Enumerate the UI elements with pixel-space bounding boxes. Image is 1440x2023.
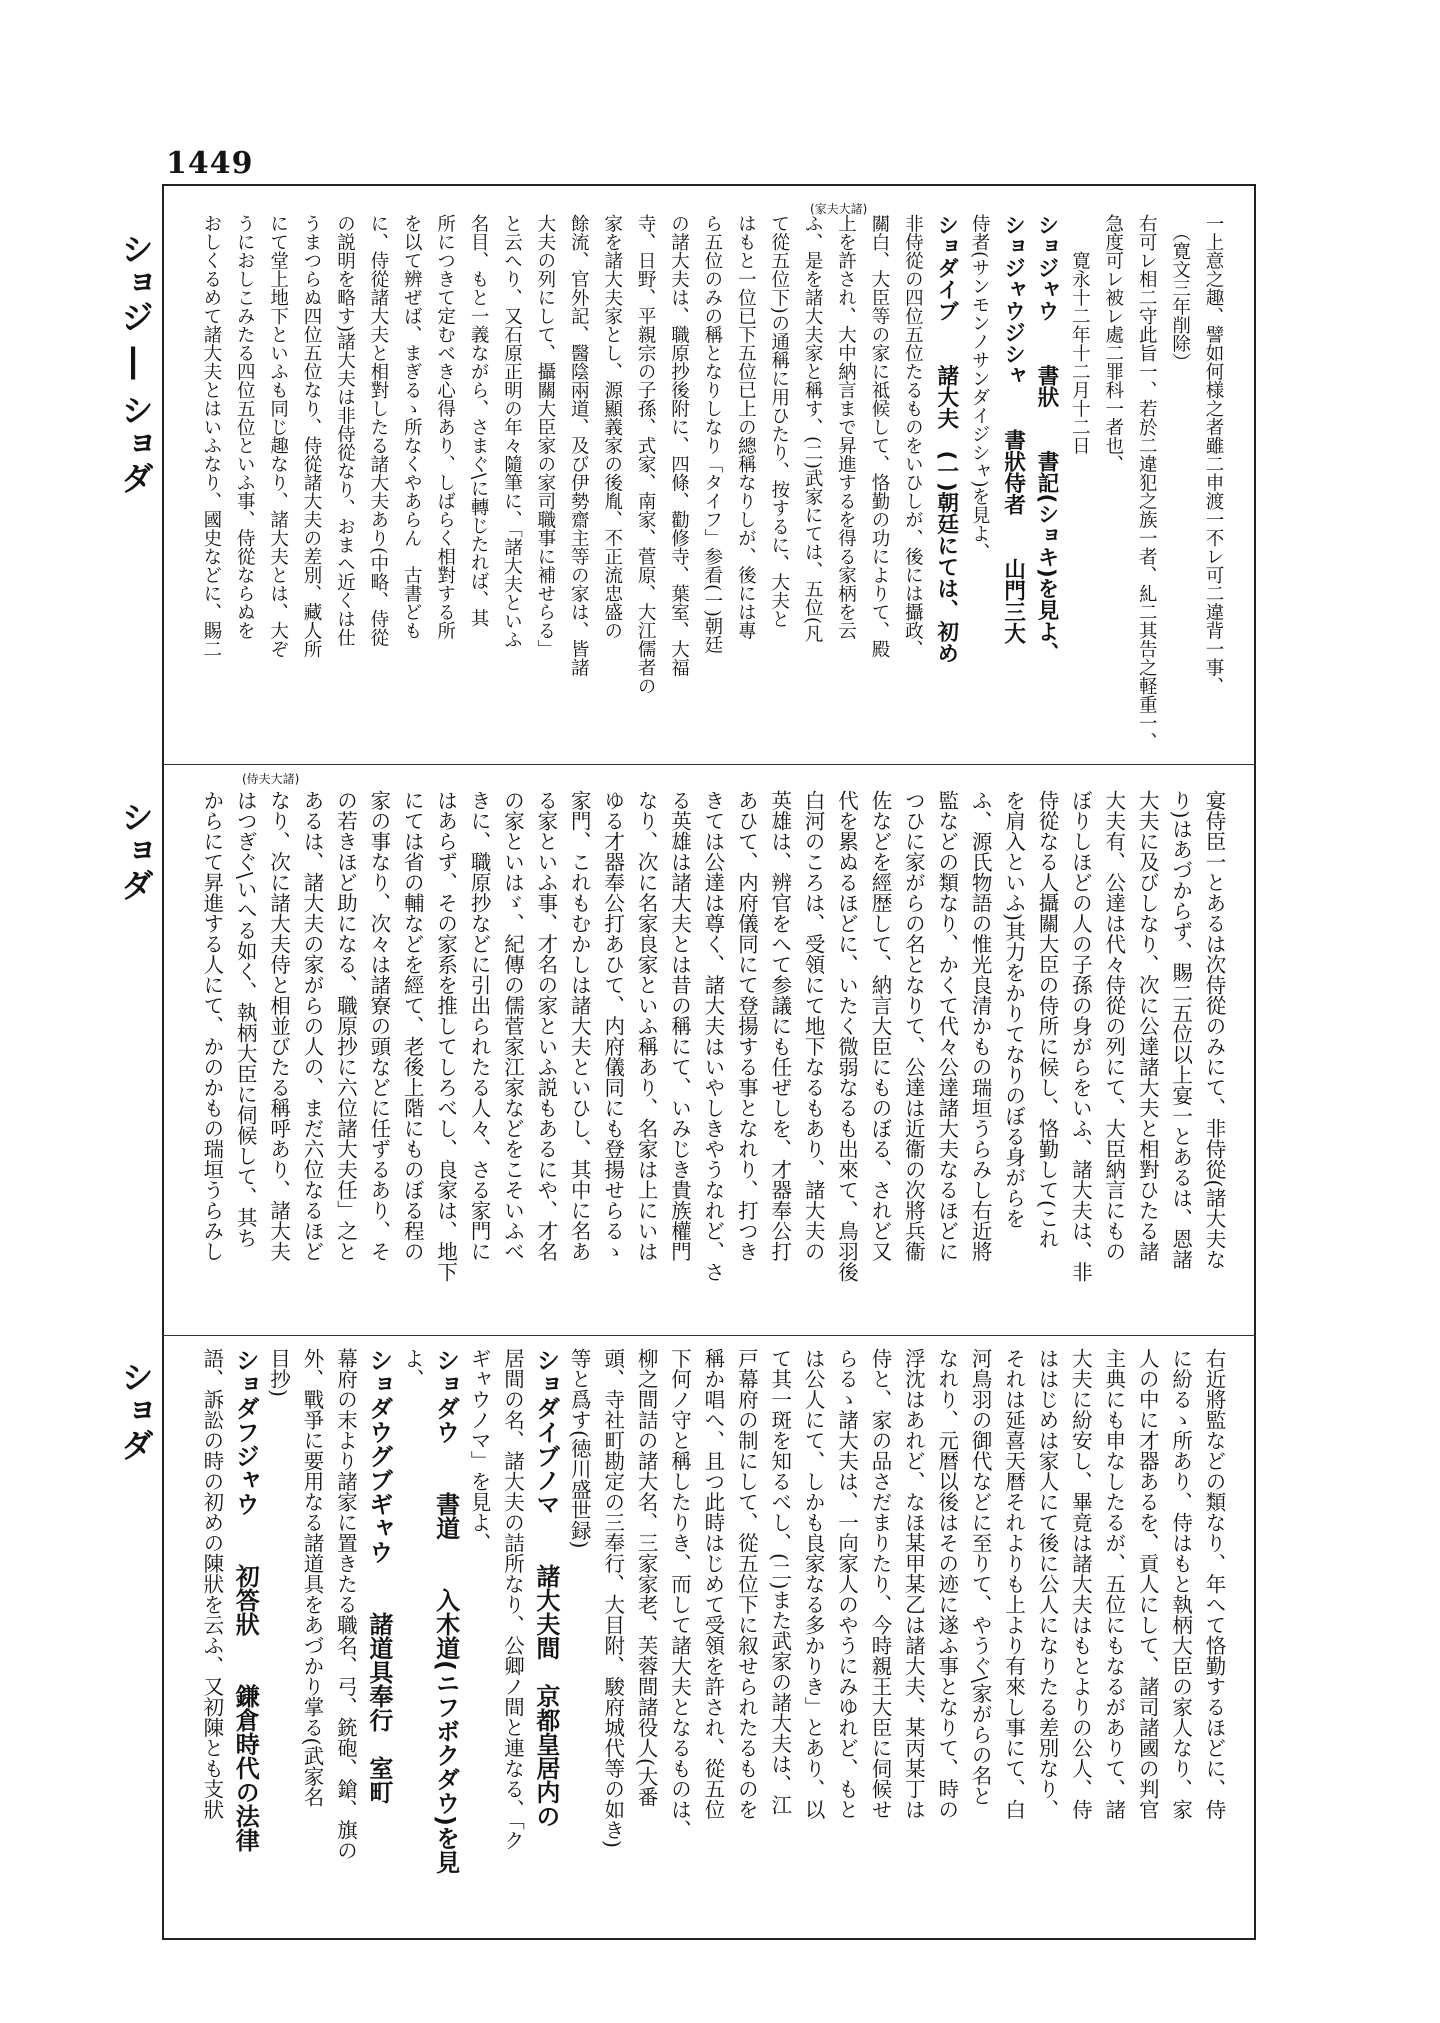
text-line: の家といはゞ、紀傳の儒菅家江家などをこそいふべ: [500, 790, 525, 1262]
text-line: よ、: [400, 1348, 425, 1389]
text-line: なり、次に諸大夫侍と相並びたる稱呼あり、諸大夫: [266, 790, 291, 1262]
text-line: らるゝ諸大夫は、一向家人のやうにみゆれど、もと: [834, 1348, 859, 1820]
section-tag: (侍夫大諸): [242, 772, 300, 786]
text-line: 頭、寺社町勘定の三奉行、大目附、駿府城代等の如き): [600, 1348, 625, 1848]
text-line: 餘流、官外記、醫陰兩道、及び伊勢齋主等の家は、皆諸: [568, 214, 590, 677]
text-line: を肩入といふ)其力をかりてなりのぼる身がらを: [1001, 790, 1026, 1229]
text-line: の若きほど助になる、職原抄に六位諸大夫任」之と: [333, 790, 358, 1262]
headword-line: ショダウ 書道 入木道(ニフボクダウ)を見: [431, 1348, 460, 1874]
headword-line: ショダウグブギャウ 諸道具奉行 室町: [364, 1348, 393, 1804]
headword-line: ショダイブ 諸大夫 (一)朝廷にては、初め: [933, 214, 959, 664]
text-line: 家の事なり、次々は諸寮の頭などに任ずるあり、そ: [366, 790, 391, 1262]
text-line: る家といふ事、才名の家といふ説もあるにや、才名: [533, 790, 558, 1262]
text-line: 一上意之趣、譬如何様之者雖二申渡一不レ可二違背一事、: [1203, 214, 1224, 695]
text-line: て其一斑を知るべし、(二)また武家の諸大夫は、江: [767, 1348, 792, 1815]
text-line: 幕府の末より諸家に置きたる職名、弓、銃砲、鎗、旗の: [333, 1348, 358, 1861]
text-line: はつぎぐ\いへる如く、執柄大臣に伺候して、其ち: [233, 790, 258, 1248]
text-line: ら五位のみの稱となりしなり「タイフ」参看(一)朝廷: [701, 214, 723, 654]
text-line: ふ、是を諸大夫家と稱す、(二)武家にては、五位(凡: [802, 214, 824, 643]
text-line: にては省の輔などを經て、老後上階にものぼる程の: [400, 790, 425, 1262]
text-line: の諸大夫は、職原抄後附に、四條、勸修寺、葉室、大福: [668, 214, 690, 677]
text-line: あるは、諸大夫の家がらの人の、まだ六位なるほど: [300, 790, 325, 1262]
text-line: うまつらぬ四位五位なり、侍從諸大夫の差別、藏人所: [301, 214, 323, 658]
text-line: （寛文三年削除）: [1169, 214, 1191, 372]
text-line: それは延喜天暦それよりも上より有來し事にて、白: [1001, 1348, 1026, 1820]
text-line: の説明を略す)諸大夫は非侍從なり、おまへ近くは仕: [334, 214, 356, 647]
guide-word-middle: ショダ: [116, 800, 155, 902]
text-line: 大夫有、公達は代々侍從の列にて、大臣納言にもの: [1101, 790, 1126, 1262]
text-line: 主典にも申なしたるが、五位にもなるがありて、諸: [1101, 1348, 1126, 1820]
text-line: 所につきて定むべき心得あり、しばらく相對する所: [434, 214, 456, 640]
text-line: 代を累ぬるほどに、いたく微弱なるも出來て、鳥羽後: [834, 790, 859, 1282]
text-line: にて堂上地下といふも同じ趣なり、諸大夫とは、大ぞ: [267, 214, 289, 658]
text-line: なれり、元暦以後はその迹に遂ふ事となりて、時の: [934, 1348, 959, 1820]
text-line: ははじめは家人にて後に公人になりたる差別なり、: [1034, 1348, 1059, 1820]
text-line: 家門、これもむかしは諸大夫といひし、其中に名あ: [567, 790, 592, 1262]
text-line: は公人にて、しかも良家なる多かりき」とあり、以: [801, 1348, 826, 1820]
section-divider: [162, 764, 1256, 765]
text-line: 侍從なる人攝關大臣の侍所に候し、恪勤して(これ: [1034, 790, 1059, 1249]
headword-line: ショダフジャウ 初答狀 鎌倉時代の法律: [231, 1348, 260, 1852]
text-line: 侍と、家の品さだまりたり、今時親王大臣に伺候せ: [867, 1348, 892, 1820]
text-line: 大夫に紛安し、畢竟は諸大夫はもとよりの公人、侍: [1068, 1348, 1093, 1820]
text-line: 外、戰爭に要用なる諸道具をあづかり掌る(武家名: [300, 1348, 325, 1807]
text-line: 右近將監などの類なり、年へて恪勤するほどに、侍: [1202, 1348, 1226, 1820]
text-line: 大夫の列にして、攝關大臣家の家司職事に補せらる」: [534, 214, 556, 658]
text-line: はあらず、その家系を推してしろべし、良家は、地下: [433, 790, 458, 1282]
text-line: る英雄は諸大夫とは昔の稱にて、いみじき貴族權門: [667, 790, 692, 1262]
text-line: 家を諸大夫家とし、源顯義家の後胤、不正流忠盛の: [601, 214, 623, 640]
text-block-middle: [180, 790, 1230, 1326]
text-line: 侍者(サンモンノサンダイジシャ)を見よ、: [969, 214, 991, 562]
text-line: おしくるめて諸大夫とはいふなり、國史などに、賜二: [200, 214, 222, 658]
text-line: なり、次に名家良家といふ稱あり、名家は上にいは: [634, 790, 659, 1262]
text-block-top: [180, 214, 1230, 754]
text-line: 白河のころは、受領にて地下なるもあり、諸大夫の: [801, 790, 826, 1262]
text-line: を以て辨ぜば、まぎるゝ所なくやあらん 古書ども: [401, 214, 423, 640]
headword-line: ショジャウジシャ 書狀侍者 山門三大: [1000, 214, 1026, 644]
section-tag: (家夫大諸): [810, 202, 868, 216]
text-line: つひに家がらの名となりて、公達は近衞の次將兵衞: [901, 790, 926, 1262]
page-number: 1449: [166, 146, 254, 181]
text-line: 居間の名、諸大夫の詰所なり、公卿ノ間と連なる、「ク: [500, 1348, 525, 1851]
text-line: はもと一位已下五位已上の總稱なりしが、後には專: [735, 214, 757, 640]
text-line: 下何ノ守と稱したりき、而して諸大夫となるものは、: [667, 1348, 692, 1840]
text-line: に、侍從諸大夫と相對したる諸大夫あり(中略、侍從: [367, 214, 389, 647]
text-line: ゆる才器奉公打あひて、内府儀同にも登揚せらるゝ: [600, 790, 625, 1262]
text-line: うにおしこみたる四位五位といふ事、侍從ならぬを: [234, 214, 256, 640]
text-line: からにて昇進する人にて、かのかもの瑞垣うらみし: [199, 790, 224, 1262]
text-line: 柳之間詰の諸大名、三家家老、芙蓉間諸役人(大番: [634, 1348, 659, 1807]
text-line: 名目、もと一義ながら、さまぐ\に轉じたれば、其: [468, 214, 490, 628]
text-line: ぼりしほどの人の子孫の身がらをいふ、諸大夫は、非: [1068, 790, 1093, 1282]
text-line: 上を許され、大中納言まで昇進するを得る家柄を云: [835, 214, 857, 640]
text-block-bottom: [180, 1348, 1230, 1928]
text-line: 戸幕府の制にして、從五位下に叙せられたるものを: [734, 1348, 759, 1820]
text-line: 語、訴訟の時の初めの陳狀を云ふ、又初陳とも支狀: [199, 1348, 224, 1820]
text-line: あひて、内府儀同にて登揚する事となれり、打つき: [734, 790, 759, 1262]
text-line: 寛永十二年十二月十二日: [1069, 214, 1091, 455]
text-line: 佐などを經歴して、納言大臣にものぼる、されど又: [867, 790, 892, 1262]
text-line: きに、職原抄などに引出られたる人々、さる家門に: [467, 790, 492, 1262]
text-line: 稱か唱へ、且つ此時はじめて受領を許され、從五位: [700, 1348, 725, 1820]
text-line: 監などの類なり、かくて代々公達諸大夫なるほどに: [934, 790, 959, 1262]
guide-word-top: ショジ ― ショダ: [116, 232, 155, 495]
text-line: 急度可レ被レ處二罪科一者也、: [1102, 214, 1124, 473]
text-line: 目抄): [266, 1348, 291, 1397]
text-line: 關白、大臣等の家に祗候して、恪勤の功によりて、殿: [868, 214, 890, 658]
text-line: 非侍從の四位五位たるものをいひしが、後には攝政、: [902, 214, 924, 658]
text-line: 寺、日野、平親宗の子孫、式家、南家、菅原、大江儒者の: [635, 214, 657, 695]
text-line: 右可レ相二守此旨一、若於二違犯之族一者、糺二其告之軽重一、: [1136, 214, 1158, 751]
text-line: 浮沈はあれど、なほ某甲某乙は諸大夫、某丙某丁は: [901, 1348, 926, 1820]
text-line: 大夫に及びしなり、次に公達諸大夫と相對ひたる諸: [1135, 790, 1160, 1262]
text-line: 河鳥羽の御代などに至りて、やうぐ\家がらの名と: [968, 1348, 993, 1806]
headword-line: ショジャウ 書狀 書記(ショキ)を見よ、: [1033, 214, 1059, 664]
guide-word-bottom: ショダ: [116, 1360, 155, 1462]
text-line: 英雄は、辨官をへて参議にも任ぜしを、才器奉公打: [767, 790, 792, 1262]
text-line: り)はあづからず、賜二五位以上宴一とあるは、恩諸: [1168, 790, 1193, 1270]
text-line: 宴侍臣一とあるは次侍從のみにて、非侍從(諸大夫な: [1202, 790, 1226, 1270]
section-divider: [162, 1335, 1256, 1336]
text-line: 人の中に才器あるを、貢人にして、諸司諸國の判官: [1135, 1348, 1160, 1820]
text-line: きては公達は尊く、諸大夫はいやしきやうなれど、さ: [700, 790, 725, 1282]
text-line: ふ、源氏物語の惟光良清かもの瑞垣うらみし右近將: [968, 790, 993, 1262]
text-line: て從五位下)の通稱に用ひたり、按するに、大夫と: [768, 214, 790, 629]
text-line: ギャウノマ」を見よ、: [467, 1348, 492, 1553]
text-line: に紛るゝ所あり、侍はもと執柄大臣の家人なり、家: [1168, 1348, 1193, 1820]
text-line: と云へり、又石原正明の年々隨筆に、「諸大夫といふ: [501, 214, 523, 649]
headword-line: ショダイブノマ 諸大夫間 京都皇居内の: [531, 1348, 560, 1828]
text-line: 等と爲す(徳川盛世録): [567, 1348, 592, 1549]
